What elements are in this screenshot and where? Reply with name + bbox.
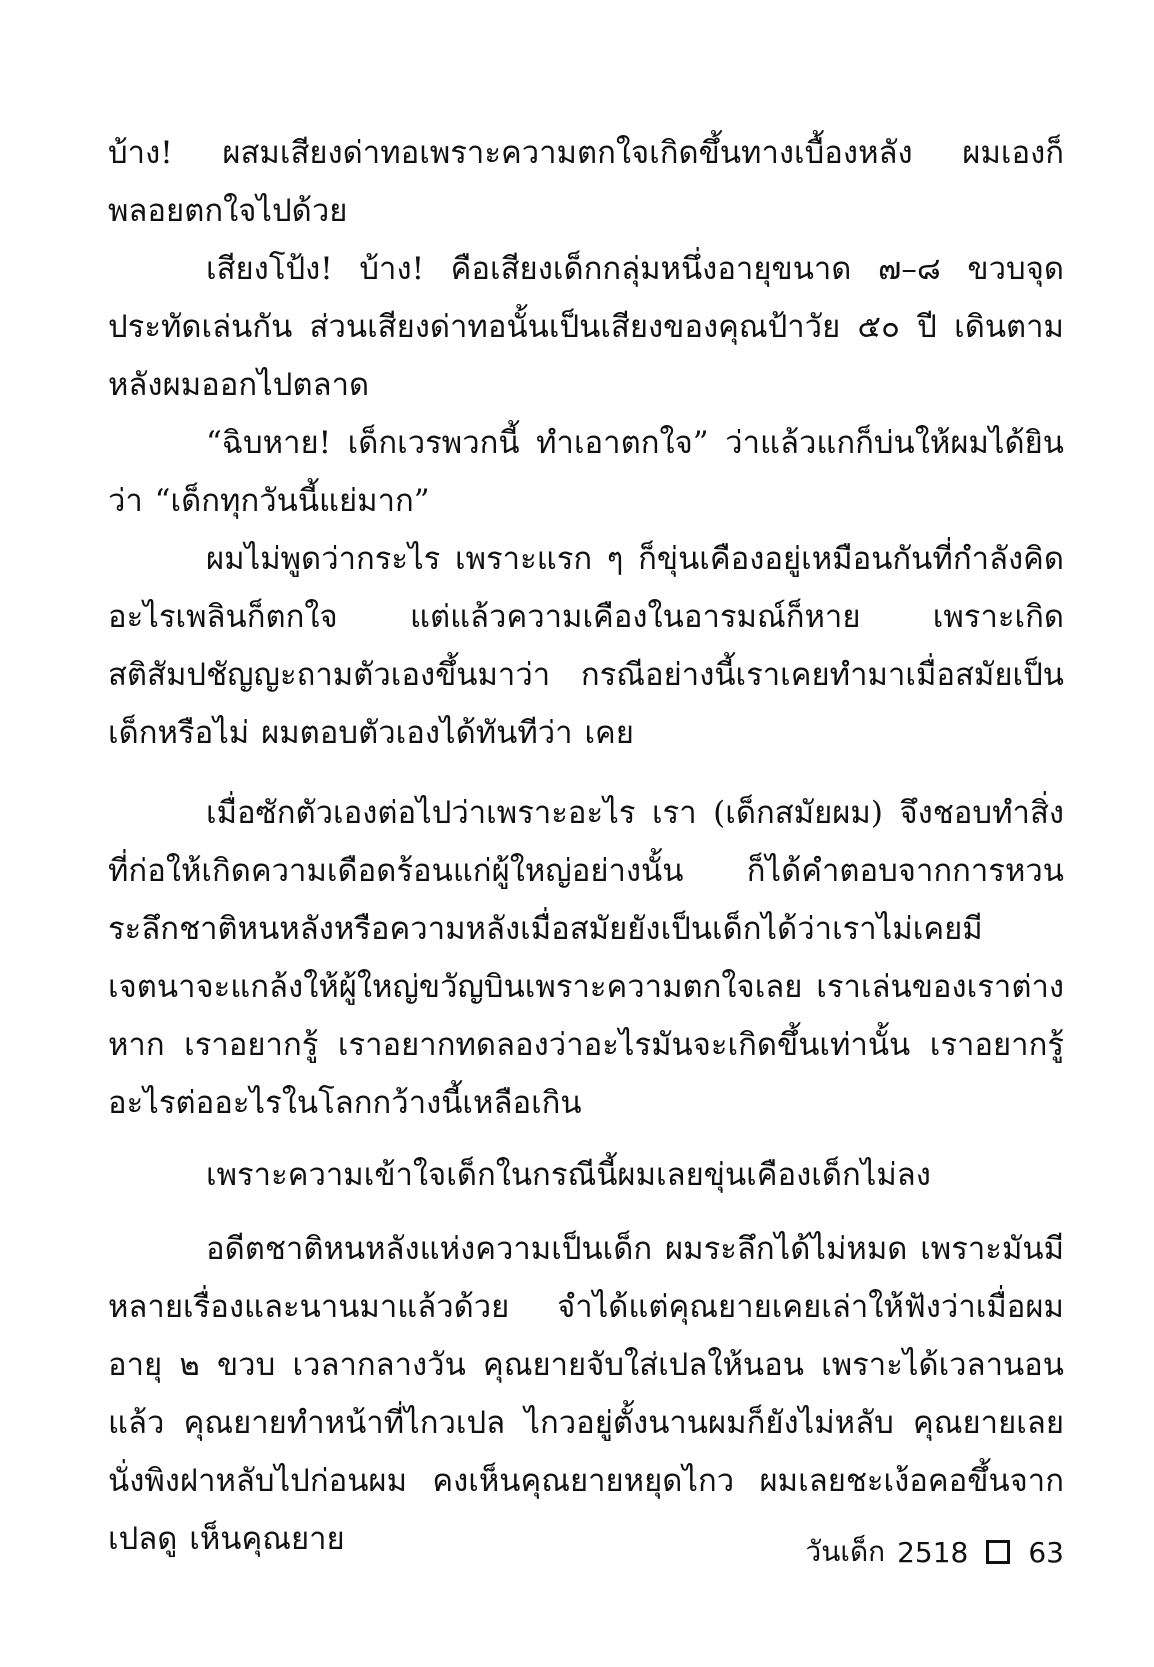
- paragraph-5: เมื่อซักตัวเองต่อไปว่าเพราะอะไร เรา (เด็กสมัยผม) จึงชอบทำสิ่งที่ก่อให้เกิดความเดือดร้อนแก่ผู้ใหญ่อย่างนั้น ก็ได้คำตอบจากการหวนระลึกชาติหนหลังหรือความหลังเมื่อสมัยยังเป็นเด็กได้ว่าเราไม่เคยมีเจตนาจะแกล้งให้ผู้ใหญ่ขวัญบินเพราะความตกใจเลย เราเล่นของเราต่างหาก เราอยากรู้ เราอยากทดลองว่าอะไรมันจะเกิดขึ้นเท่านั้น เราอยากรู้อะไรต่ออะไรในโลกกว้างนี้เหลือเกิน: [108, 795, 1064, 1121]
- footer-book-title: วันเด็ก: [805, 1535, 886, 1568]
- paragraph-3: “ฉิบหาย! เด็กเวรพวกนี้ ทำเอาตกใจ” ว่าแล้วแกก็บ่นให้ผมได้ยินว่า “เด็กทุกวันนี้แย่มาก”: [108, 425, 1064, 519]
- paragraph-6: เพราะความเข้าใจเด็กในกรณีนี้ผมเลยขุ่นเคืองเด็กไม่ลง: [206, 1157, 931, 1193]
- paragraph-7: อดีตชาติหนหลังแห่งความเป็นเด็ก ผมระลึกได้ไม่หมด เพราะมันมีหลายเรื่องและนานมาแล้วด้วย จำได้แต่คุณยายเคยเล่าให้ฟังว่าเมื่อผมอายุ ๒ ขวบ เวลากลางวัน คุณยายจับใส่เปลให้นอน เพราะได้เวลานอนแล้ว คุณยายทำหน้าที่ไกวเปล ไกวอยู่ตั้งนานผมก็ยังไม่หลับ คุณยายเลยนั่งพิงฝาหลับไปก่อนผม คงเห็นคุณยายหยุดไกว ผมเลยชะเง้อคอขึ้นจากเปลดู เห็นคุณยาย: [108, 1231, 1064, 1557]
- paragraph-1: บ้าง! ผสมเสียงด่าทอเพราะความตกใจเกิดขึ้นทางเบื้องหลัง ผมเองก็พลอยตกใจไปด้วย: [108, 135, 1064, 229]
- footer-year: 2518: [897, 1535, 969, 1569]
- page-body: [108, 124, 1064, 1568]
- paragraph-4: ผมไม่พูดว่ากระไร เพราะแรก ๆ ก็ขุ่นเคืองอยู่เหมือนกันที่กำลังคิดอะไรเพลินก็ตกใจ แต่แล้วความเคืองในอารมณ์ก็หาย เพราะเกิดสติสัมปชัญญะถามตัวเองขึ้นมาว่า กรณีอย่างนี้เราเคยทำมาเมื่อสมัยเป็นเด็กหรือไม่ ผมตอบตัวเองได้ทันทีว่า เคย: [108, 541, 1064, 751]
- square-box-icon: [986, 1540, 1010, 1564]
- page-number: 63: [1028, 1535, 1064, 1569]
- page-footer: [806, 1530, 1064, 1574]
- paragraph-2: เสียงโป้ง! บ้าง! คือเสียงเด็กกลุ่มหนึ่งอายุขนาด ๗–๘ ขวบจุดประทัดเล่นกัน ส่วนเสียงด่าทอนั้นเป็นเสียงของคุณป้าวัย ๕๐ ปี เดินตามหลังผมออกไปตลาด: [108, 251, 1064, 403]
